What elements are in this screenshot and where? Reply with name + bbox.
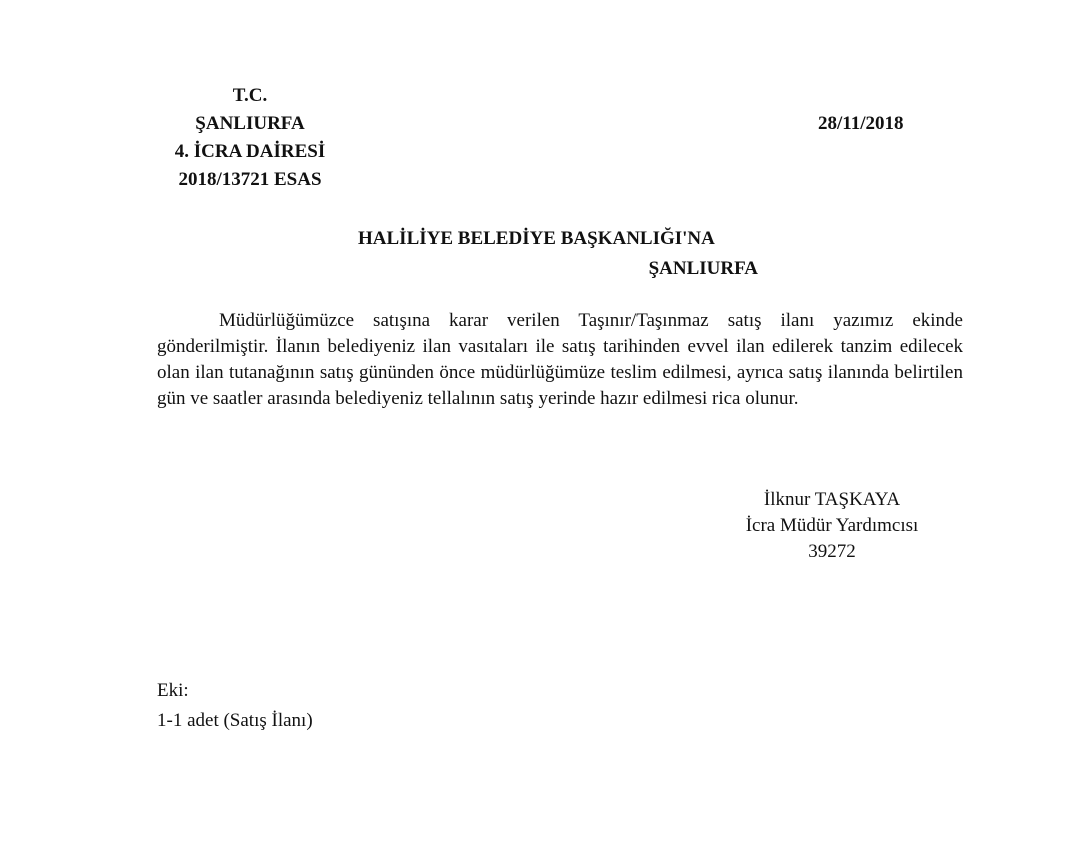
recipient-name: HALİLİYE BELEDİYE BAŞKANLIĞI'NA <box>358 228 715 249</box>
header-office: 4. İCRA DAİRESİ <box>174 141 326 162</box>
document-date: 28/11/2018 <box>818 113 904 134</box>
recipient-city: ŞANLIURFA <box>648 258 758 279</box>
office-header <box>150 82 350 194</box>
header-case-number: 2018/13721 ESAS <box>178 169 322 190</box>
attachments-block <box>157 676 313 736</box>
signatory-number: 39272 <box>808 541 856 562</box>
header-country: T.C. <box>232 85 268 106</box>
signatory-name: İlknur TAŞKAYA <box>763 489 901 510</box>
recipient-block <box>358 224 758 284</box>
attachment-item: 1-1 adet (Satış İlanı) <box>157 710 313 731</box>
header-city: ŞANLIURFA <box>195 113 305 134</box>
letter-body: Müdürlüğümüzce satışına karar verilen Taşınır/Taşınmaz satış ilanı yazımız ekinde gönderilmiştir. İlanın belediyeniz ilan vasıtaları ile satış tarihinden evvel ilan edilerek tanzim edilecek olan ilan tutanağının satış gününden önce müdürlüğümüze teslim edilmesi, ayrıca satış ilanında belirtilen gün ve saatler arasında belediyeniz tellalının satış yerinde hazır edilmesi rica olunur. <box>157 310 963 409</box>
attachments-label: Eki: <box>157 680 189 701</box>
signature-block <box>722 487 942 565</box>
signatory-title: İcra Müdür Yardımcısı <box>745 515 919 536</box>
